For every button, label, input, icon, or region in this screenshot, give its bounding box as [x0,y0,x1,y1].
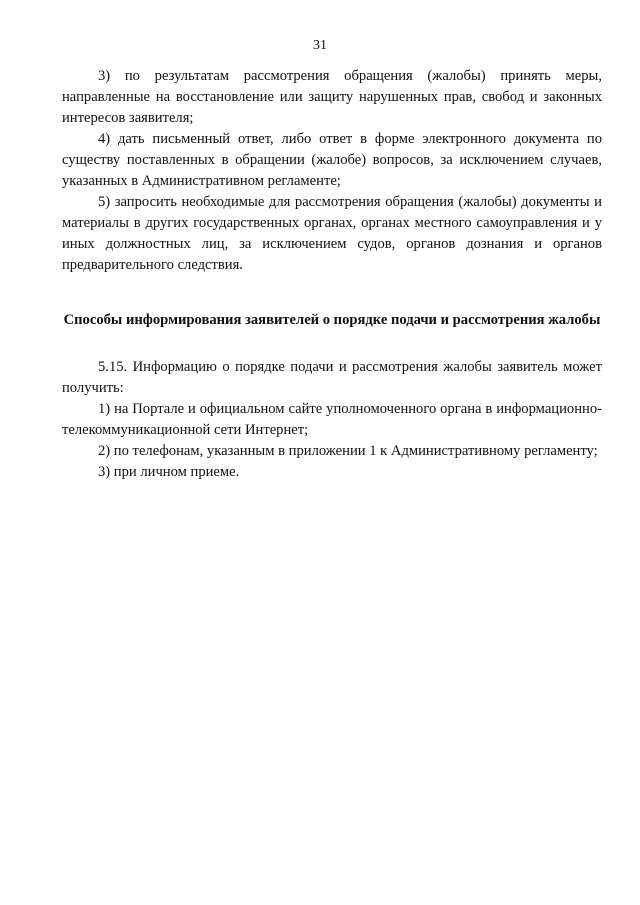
option-item-3: 3) при личном приеме. [98,464,240,480]
section-heading: Способы информирования заявителей о порядке подачи и рассмотрения жалобы [63,312,601,328]
option-item-2: 2) по телефонам, указанным в приложении 1 к Административному регламенту; [98,443,598,459]
section-intro: 5.15. Информацию о порядке подачи и рассмотрения жалобы заявитель может получить: [62,359,602,396]
section-5-15 [62,357,602,483]
list-item-4: 4) дать письменный ответ, либо ответ в форме электронного документа по существу поставленных в обращении (жалобе) вопросов, за исключением случаев, указанных в Административном регламенте; [62,131,602,189]
page-number: 31 [313,38,327,53]
option-item-1: 1) на Портале и официальном сайте уполномоченного органа в информационно-телекоммуникационной сети Интернет; [62,401,602,438]
list-item-5: 5) запросить необходимые для рассмотрения обращения (жалобы) документы и материалы в других государственных органах, органах местного самоуправления и у иных должностных лиц, за исключением судов, органов дознания и органов предварительного следствия. [62,194,602,273]
list-item-3: 3) по результатам рассмотрения обращения (жалобы) принять меры, направленные на восстановление или защиту нарушенных прав, свобод и законных интересов заявителя; [62,68,602,126]
document-body [62,66,602,483]
